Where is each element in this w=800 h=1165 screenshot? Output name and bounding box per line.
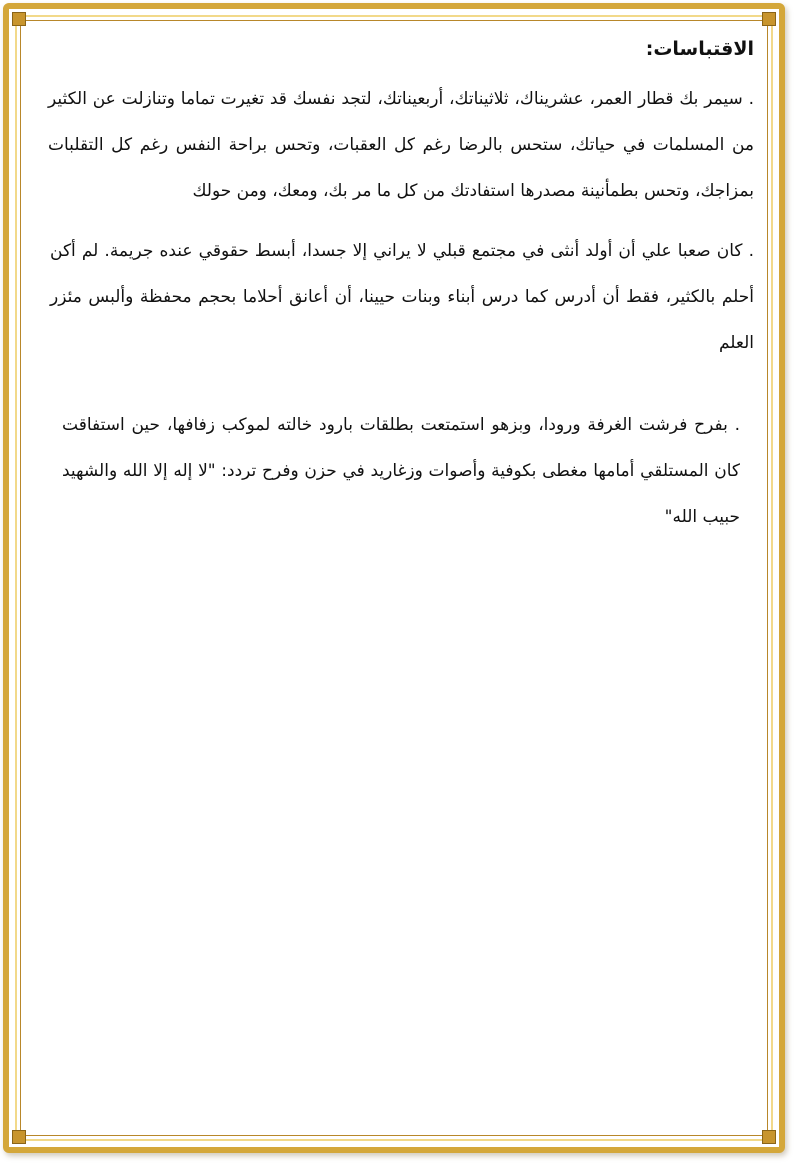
frame-corner-ornament bbox=[762, 12, 776, 26]
frame-corner-ornament bbox=[762, 1130, 776, 1144]
document-body bbox=[48, 30, 754, 540]
quote-paragraph: . بفرح فرشت الغرفة ورودا، وبزهو استمتعت بطلقات بارود خالته لموكب زفافها، حين استفاقت كان المستلقي أمامها مغطى بكوفية وأصوات وزغاريد في حزن وفرح تردد: "لا إله إلا الله والشهيد حبيب الله" bbox=[62, 415, 740, 527]
frame-corner-ornament bbox=[12, 12, 26, 26]
frame-corner-ornament bbox=[12, 1130, 26, 1144]
section-heading: الاقتباسات: bbox=[645, 38, 754, 60]
quote-paragraph: . كان صعبا علي أن أولد أنثى في مجتمع قبلي لا يراني إلا جسدا، أبسط حقوقي عنده جريمة. لم أكن أحلم بالكثير، فقط أن أدرس كما درس أبناء وبنات حيينا، أن أعانق أحلاما بحجم محفظة وألبس مئزر العلم bbox=[50, 241, 754, 353]
quote-paragraph: . سيمر بك قطار العمر، عشريناك، ثلاثيناتك، أربعيناتك، لتجد نفسك قد تغيرت تماما وتنازلت عن الكثير من المسلمات في حياتك، ستحس بالرضا رغم كل العقبات، وتحس براحة النفس رغم كل التقلبات بمزاجك، وتحس بطمأنينة مصدرها استفادتك من كل ما مر بك، ومعك، ومن حولك bbox=[48, 89, 754, 201]
